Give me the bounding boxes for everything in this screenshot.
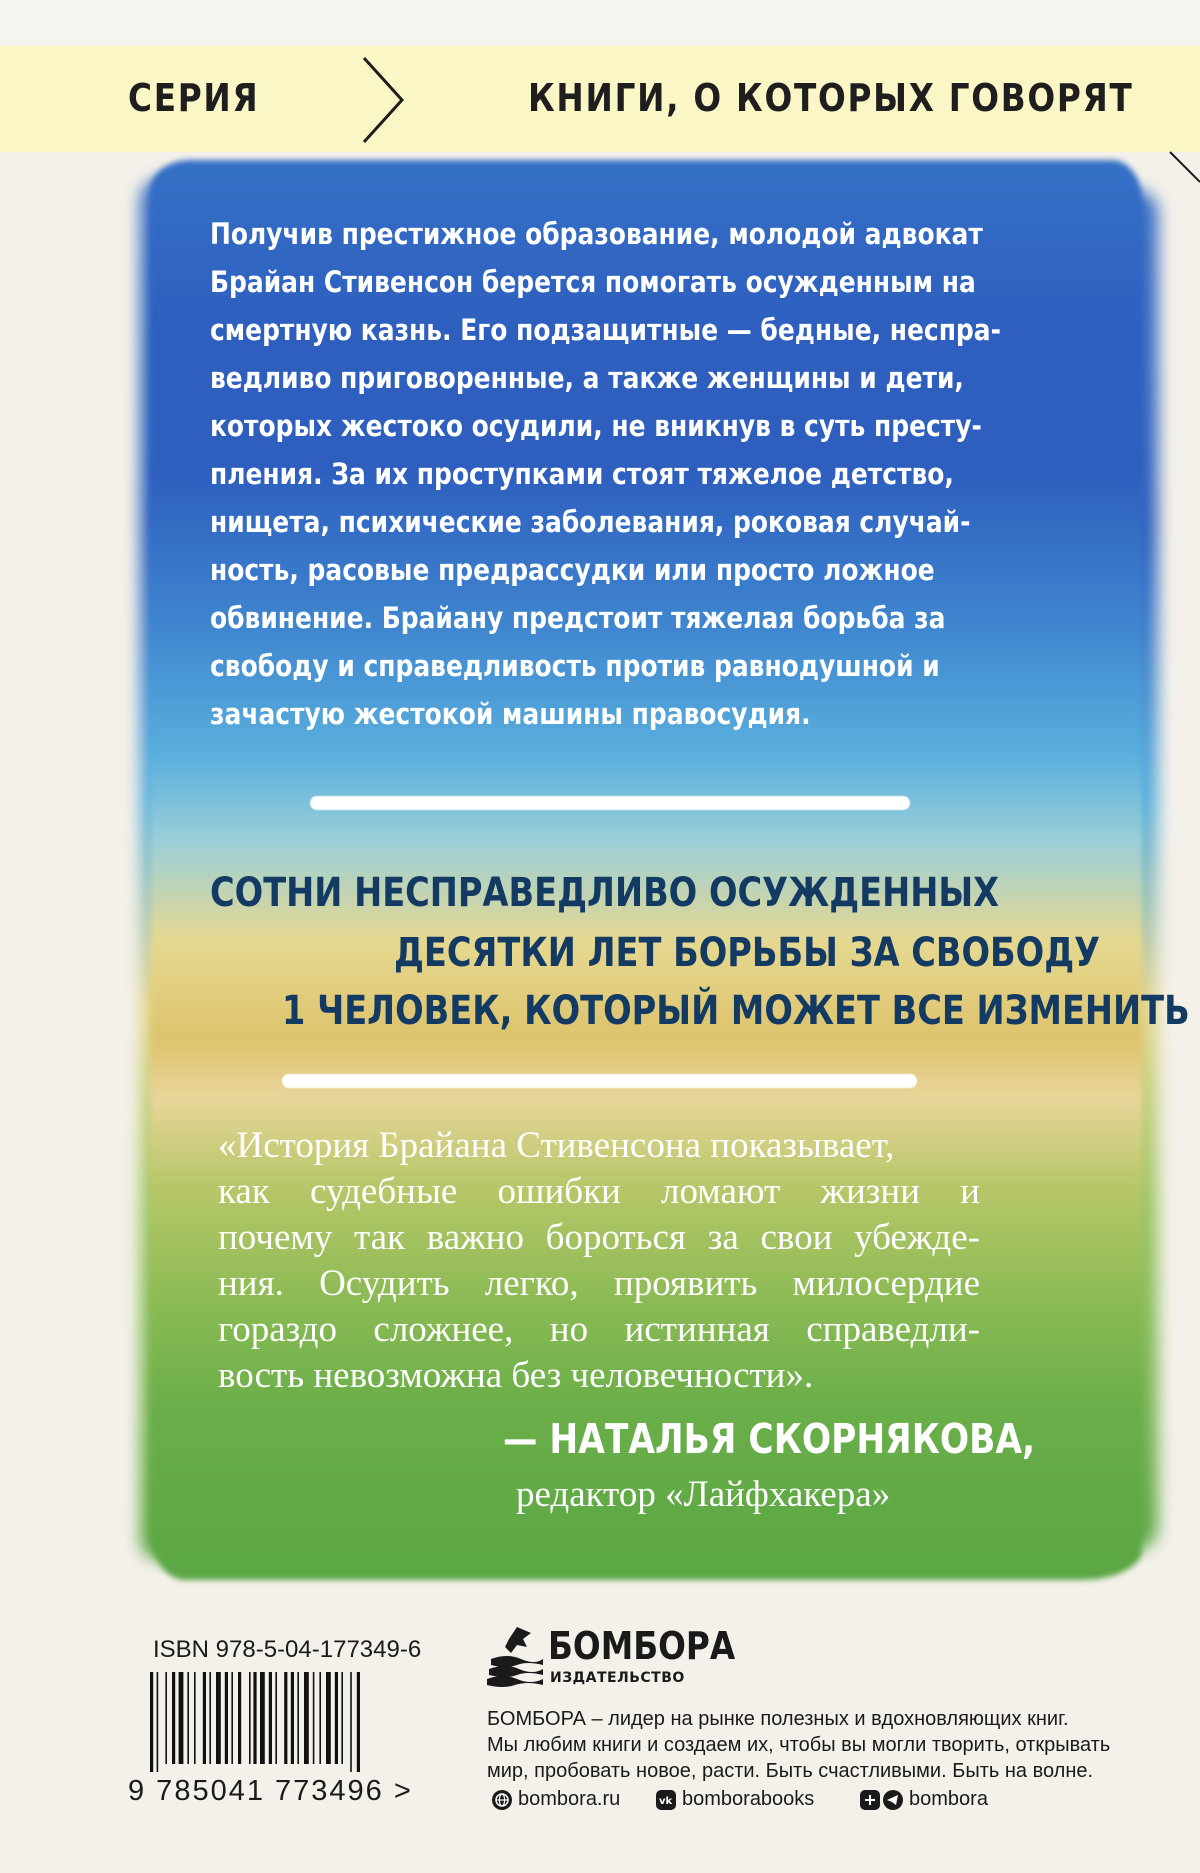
site-label: bombora.ru [518,1788,621,1810]
quote-author: — НАТАЛЬЯ СКОРНЯКОВА, [503,1415,1036,1463]
description-line: которых жестоко осудили, не вникнув в суть престу- [210,409,982,443]
description-line: смертную казнь. Его подзащитные — бедные, неспра- [210,313,1001,347]
divider-stroke [310,796,910,810]
description-line: свободу и справедливость против равнодушной и [210,649,940,683]
barcode-digits: 9 785041 773496 > [128,1775,413,1807]
description-line: ведливо приговоренные, а также женщины и дети, [210,361,964,395]
publisher-line: мир, пробовать новое, расти. Быть счастливыми. Быть на волне. [487,1760,1094,1782]
description-line: ность, расовые предрассудки или просто ложное [210,553,935,587]
publisher-logo-name: БОМБОРА [548,1624,736,1668]
description-line: зачастую жестокой машины правосудия. [210,697,811,731]
bombora-logo-icon [487,1625,543,1687]
series-name: КНИГИ, О КОТОРЫХ ГОВОРЯТ [528,76,1134,120]
telegram-label: bombora [909,1788,988,1810]
social-site[interactable] [492,1788,620,1811]
corner-mark [1160,150,1200,190]
publisher-description [487,1706,1167,1784]
divider-stroke [282,1074,917,1088]
quote-line: вость невозможна без человечности». [218,1355,814,1396]
series-label: СЕРИЯ [128,76,260,120]
globe-icon [492,1790,512,1810]
isbn-number: ISBN 978-5-04-177349-6 [153,1636,422,1663]
social-telegram[interactable] [860,1788,988,1811]
quote-line: «История Брайана Стивенсона показывает, [218,1125,895,1166]
description-line: Получив престижное образование, молодой адвокат [210,217,983,251]
tagline: ДЕСЯТКИ ЛЕТ БОРЬБЫ ЗА СВОБОДУ [394,930,1101,976]
chevron-right-icon [358,54,408,146]
quote-line: ния. Осудить легко, проявить милосердие [218,1263,980,1304]
social-vk[interactable] [656,1788,814,1811]
plus-icon [860,1790,880,1810]
publisher-logo-subtitle: ИЗДАТЕЛЬСТВО [550,1670,685,1686]
book-description [210,210,1001,738]
vk-label: bomborabooks [682,1788,815,1810]
description-line: Брайан Стивенсон берется помогать осужденным на [210,265,976,299]
publisher-line: БОМБОРА – лидер на рынке полезных и вдохновляющих книг. [487,1708,1069,1730]
series-band [0,46,1200,152]
quote-line: гораздо сложнее, но истинная справедли- [218,1309,980,1350]
quote-line: как судебные ошибки ломают жизни и [218,1171,980,1212]
review-quote [218,1123,980,1399]
quote-author-role: редактор «Лайфхакера» [516,1474,891,1515]
top-strip [0,0,1200,46]
telegram-icon [883,1790,903,1810]
vk-icon [656,1790,676,1810]
barcode [148,1672,420,1772]
quote-line: почему так важно бороться за свои убежде- [218,1217,980,1258]
description-line: обвинение. Брайану предстоит тяжелая борьба за [210,601,946,635]
publisher-line: Мы любим книги и создаем их, чтобы вы могли творить, открывать [487,1734,1111,1756]
tagline: 1 ЧЕЛОВЕК, КОТОРЫЙ МОЖЕТ ВСЕ ИЗМЕНИТЬ [282,988,1190,1034]
tagline: СОТНИ НЕСПРАВЕДЛИВО ОСУЖДЕННЫХ [210,870,1000,916]
description-line: пления. За их проступками стоят тяжелое детство, [210,457,954,491]
svg-text:vk: vk [659,1795,673,1807]
description-line: нищета, психические заболевания, роковая случай- [210,505,971,539]
